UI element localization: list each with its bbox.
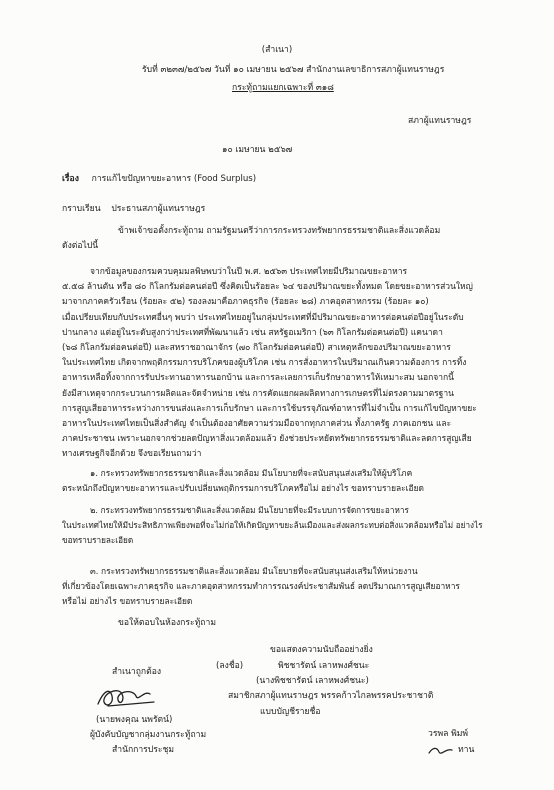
checker-initials-icon [426,744,456,758]
reference-line: รับที่ ๓๒๓๗/๒๕๖๗ วันที่ ๑๐ เมษายน ๒๕๖๗ สำนักงานเลขาธิการสภาผู้แทนราษฎร [142,65,445,75]
body-line: การสูญเสียอาหารระหว่างการขนส่งและการเก็บรักษา และการใช้บรรจุภัณฑ์อาหารที่ไม่จำเป็น การแก้ไขปัญหาขยะ [62,403,477,414]
question-line: ๑. กระทรวงทรัพยากรธรรมชาติและสิ่งแวดล้อม มีนโยบายที่จะสนับสนุนส่งเสริมให้ผู้บริโภค [90,468,413,478]
body-line: อาหารในประเทศไทยเป็นสิ่งสำคัญ จำเป็นต้องอาศัยความร่วมมือจากทุกภาคส่วน ทั้งภาครัฐ ภาคเอกชน และ [62,418,452,429]
certifier-position-1: ผู้บังคับบัญชากลุ่มงานกระทู้ถาม [90,730,207,740]
signer-name-paren: (นางพิชชารัตน์ เลาหพงศ์ชนะ) [256,676,369,686]
copy-label: (สำเนา) [261,45,293,55]
question-line: ๓. กระทรวงทรัพยากรธรรมชาติและสิ่งแวดล้อม มีนโยบายที่จะสนับสนุนส่งเสริมให้หน่วยงาน [90,566,418,576]
checked-by: ทาน [458,745,475,755]
question-3 [62,564,520,610]
certifier-position-2: สำนักการประชุม [112,745,174,755]
closing-line: ขอให้ตอบในห้องกระทู้ถาม [118,618,216,628]
question-line: ตระหนักถึงปัญหาขยะอาหารและปรับเปลี่ยนพฤติกรรมการบริโภคหรือไม่ อย่างไร ขอทราบรายละเอียด [62,483,424,494]
body-line: จากข้อมูลของกรมควบคุมมลพิษพบว่าในปี พ.ศ. ๒๕๖๓ ประเทศไทยมีปริมาณขยะอาหาร [90,267,408,277]
question-1 [62,466,520,496]
question-line: ในประเทศไทยให้มีประสิทธิภาพเพียงพอที่จะไม่ก่อให้เกิดปัญหาขยะล้นเมืองและส่งผลกระทบต่อสิ่งแวดล้อมหรือไม่ อย่างไร [62,520,483,531]
body-line: มาจากภาคครัวเรือน (ร้อยละ ๕๒) รองลงมาคือภาคธุรกิจ (ร้อยละ ๒๘) ภาคอุตสาหกรรม (ร้อยละ ๑๐) [62,297,429,308]
body-line: (๖๘ กิโลกรัมต่อคนต่อปี) และสหราชอาณาจักร (๗๐ กิโลกรัมต่อคนต่อปี) สาเหตุหลักของปริมาณขยะอาหาร [62,342,451,353]
intro-line: ดังต่อไปนี้ [62,241,99,252]
question-line: ๒. กระทรวงทรัพยากรธรรมชาติและสิ่งแวดล้อม มีนโยบายที่จะมีระบบการจัดการขยะอาหาร [90,505,409,515]
signer-type: แบบบัญชีรายชื่อ [260,707,321,717]
recipient-org: สภาผู้แทนราษฎร [408,116,472,126]
salutation-line [62,205,205,214]
question-line: ขอทราบรายละเอียด [62,535,134,546]
regards-line: ขอแสดงความนับถืออย่างยิ่ง [270,645,373,655]
signer-position: สมาชิกสภาผู้แทนราษฎร พรรคก้าวไกลพรรคประชาชาติ [228,691,434,701]
question-line: ที่เกี่ยวข้องโดยเฉพาะภาคธุรกิจ และภาคอุตสาหกรรมทำการรณรงค์ประชาสัมพันธ์ ลดปริมาณการสูญเสียอาหาร [62,581,460,592]
handwritten-signature-icon [92,682,162,712]
body-line: เมื่อเปรียบเทียบกับประเทศอื่นๆ พบว่า ประเทศไทยอยู่ในกลุ่มประเทศที่มีปริมาณขยะอาหารต่อคนต่อปีอยู่ในระดับ [62,312,464,323]
body-line: ภาคประชาชน เพราะนอกจากช่วยลดปัญหาสิ่งแวดล้อมแล้ว ยังช่วยประหยัดทรัพยากรธรรมชาติและลดการสูญเสีย [62,434,472,445]
body-paragraph [62,265,520,462]
intro-paragraph [62,224,520,254]
salutation-label: กราบเรียน [62,204,101,214]
signer-name: พิชชารัตน์ เลาหพงศ์ชนะ [278,661,370,671]
subject-label: เรื่อง [62,174,79,184]
body-line: ในประเทศไทย เกิดจากพฤติกรรมการบริโภคของผู้บริโภค เช่น การสั่งอาหารในปริมาณเกินความต้องการ การทิ้ง [62,358,467,369]
body-line: อาหารเหลือทิ้งจากการรับประทานอาหารนอกบ้าน และการละเลยการเก็บรักษาอาหารให้เหมาะสม นอกจากนี้ [62,373,454,384]
intro-line: ข้าพเจ้าขอตั้งกระทู้ถาม ถามรัฐมนตรีว่าการกระทรวงทรัพยากรธรรมชาติและสิ่งแวดล้อม [118,226,441,236]
body-line: ปานกลาง แต่อยู่ในระดับสูงกว่าประเทศที่พัฒนาแล้ว เช่น สหรัฐอเมริกา (๖๓ กิโลกรัมต่อคนต่อปี) แคนาดา [62,327,443,338]
certifier-name: (นายพงคุณ นพรัตน์) [96,715,173,725]
question-type: กระทู้ถามแยกเฉพาะที่ ๓๑๘ [232,83,334,93]
body-line: ทางเศรษฐกิจอีกด้วย จึงขอเรียนถามว่า [62,449,202,460]
subject-line [62,175,256,184]
subject-text: การแก้ไขปัญหาขยะอาหาร (Food Surplus) [91,174,257,184]
typed-by: วรพล พิมพ์ [428,729,469,739]
salutation-text: ประธานสภาผู้แทนราษฎร [111,204,206,214]
true-copy-label: สำเนาถูกต้อง [112,667,162,677]
body-line: ๕.๕๘ ล้านตัน หรือ ๘๐ กิโลกรัมต่อคนต่อปี ซึ่งคิดเป็นร้อยละ ๖๔ ของปริมาณขยะทั้งหมด โดยขยะอาหารส่วนใหญ่ [62,282,473,293]
body-line: ยังมีสาเหตุจากกระบวนการผลิตและจัดจำหน่าย เช่น การคัดแยกผลผลิตทางการเกษตรที่ไม่ตรงตามมาตรฐาน [62,388,454,399]
question-line: หรือไม่ อย่างไร ขอทราบรายละเอียด [62,596,193,607]
document-date: ๑๐ เมษายน ๒๕๖๗ [222,145,293,155]
signed-label: (ลงชื่อ) [216,661,244,671]
question-2 [62,503,520,549]
